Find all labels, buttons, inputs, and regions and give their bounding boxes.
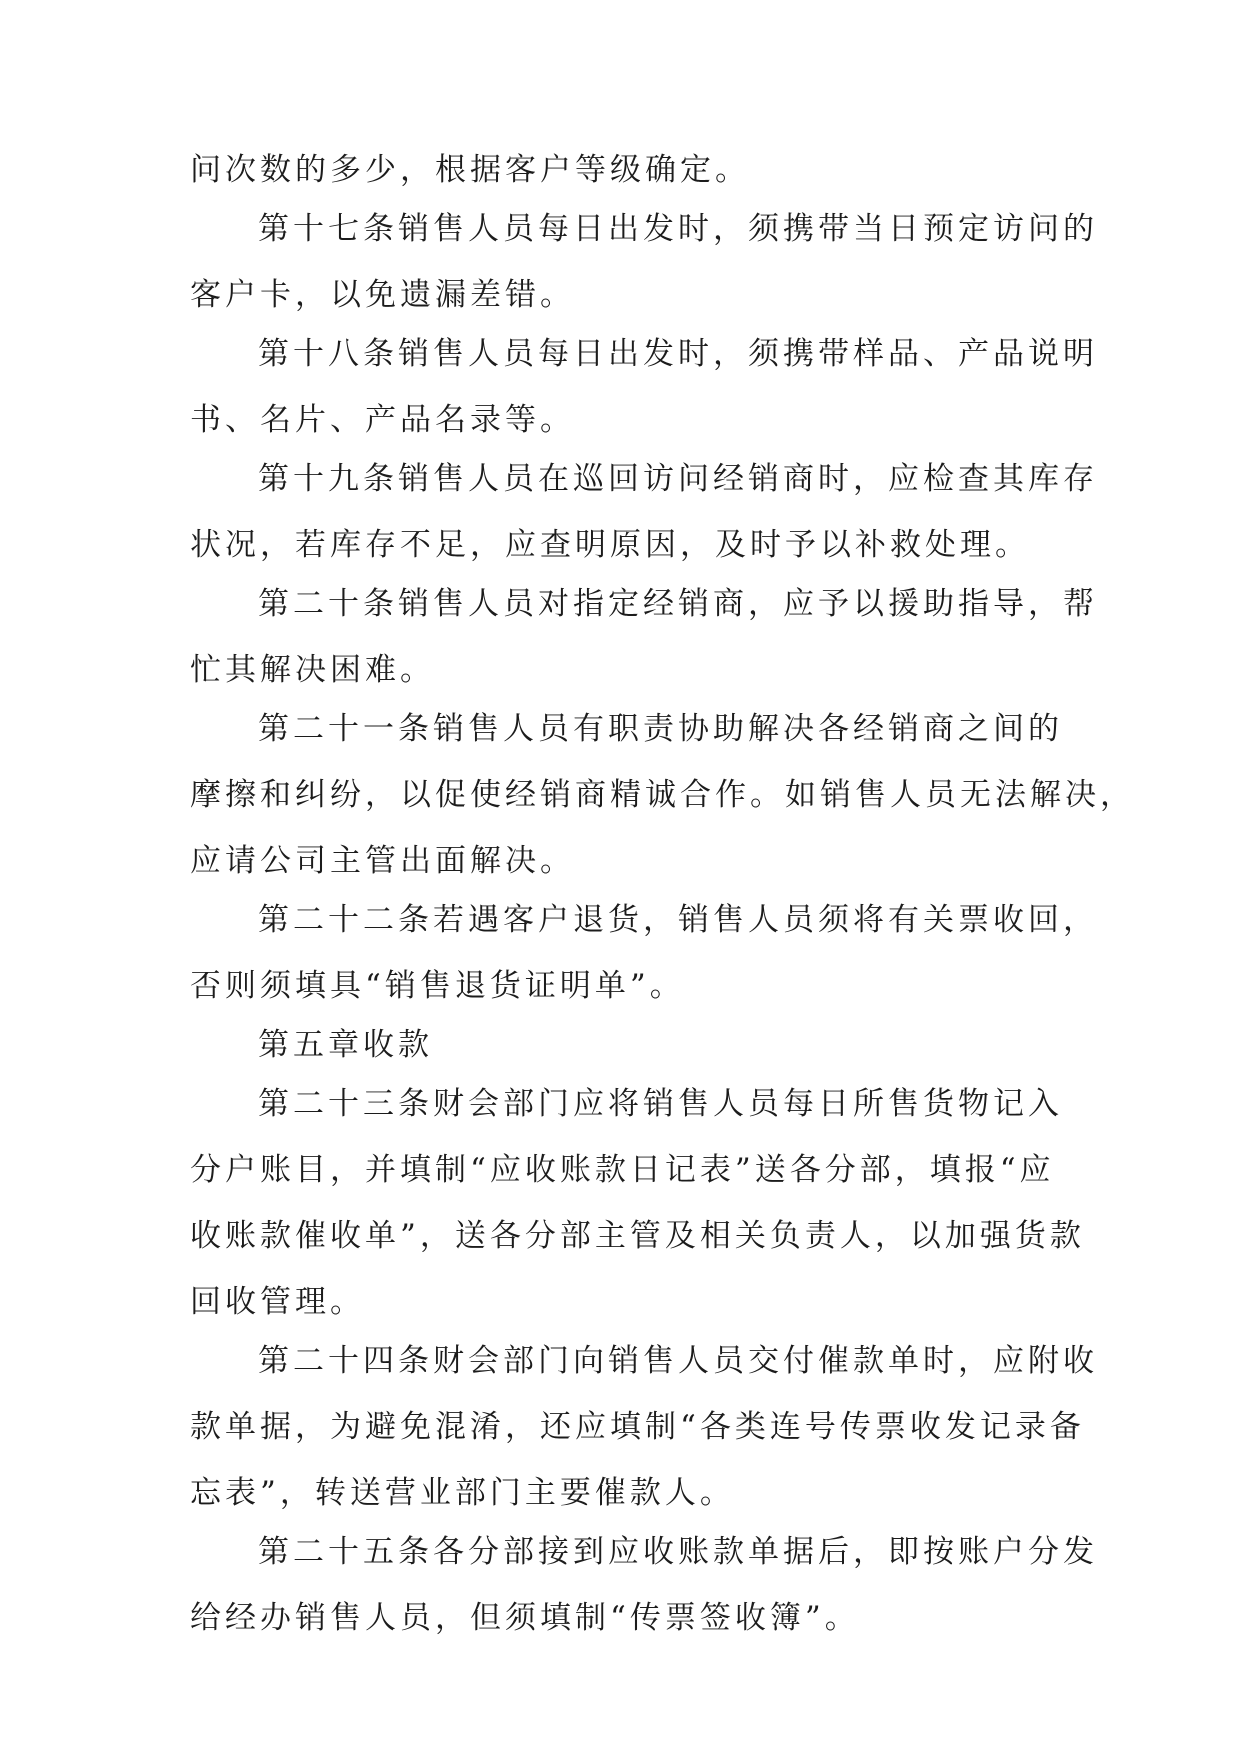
text-line: 摩擦和纠纷，以促使经销商精诚合作。如销售人员无法解决， bbox=[190, 777, 1135, 813]
text-line: 第二十条销售人员对指定经销商，应予以援助指导，帮 bbox=[258, 586, 1098, 622]
text-line: 第二十五条各分部接到应收账款单据后，即按账户分发 bbox=[258, 1534, 1098, 1570]
text-line: 忙其解决困难。 bbox=[190, 652, 435, 688]
text-line: 忘表”，转送营业部门主要催款人。 bbox=[190, 1475, 735, 1511]
text-line: 第十九条销售人员在巡回访问经销商时，应检查其库存 bbox=[258, 461, 1098, 497]
text-line: 款单据，为避免混淆，还应填制“各类连号传票收发记录备 bbox=[190, 1409, 1085, 1445]
text-line: 问次数的多少，根据客户等级确定。 bbox=[190, 152, 750, 188]
text-line: 应请公司主管出面解决。 bbox=[190, 843, 575, 879]
text-line: 收账款催收单”，送各分部主管及相关负责人，以加强货款 bbox=[190, 1218, 1085, 1254]
text-line: 第二十二条若遇客户退货，销售人员须将有关票收回， bbox=[258, 902, 1098, 938]
text-line: 第二十三条财会部门应将销售人员每日所售货物记入 bbox=[258, 1086, 1063, 1122]
section-heading: 第五章收款 bbox=[258, 1027, 433, 1063]
text-line: 给经办销售人员，但须填制“传票签收簿”。 bbox=[190, 1600, 860, 1636]
text-line: 客户卡，以免遗漏差错。 bbox=[190, 277, 575, 313]
text-line: 第十八条销售人员每日出发时，须携带样品、产品说明 bbox=[258, 336, 1098, 372]
text-line: 第十七条销售人员每日出发时，须携带当日预定访问的 bbox=[258, 211, 1098, 247]
text-line: 第二十四条财会部门向销售人员交付催款单时，应附收 bbox=[258, 1343, 1098, 1379]
text-line: 否则须填具“销售退货证明单”。 bbox=[190, 968, 685, 1004]
text-line: 书、名片、产品名录等。 bbox=[190, 402, 575, 438]
text-line: 状况，若库存不足，应查明原因，及时予以补救处理。 bbox=[190, 527, 1030, 563]
text-line: 回收管理。 bbox=[190, 1284, 365, 1320]
text-line: 分户账目，并填制“应收账款日记表”送各分部，填报“应 bbox=[190, 1152, 1055, 1188]
text-line: 第二十一条销售人员有职责协助解决各经销商之间的 bbox=[258, 711, 1063, 747]
document-body bbox=[190, 152, 1135, 1636]
